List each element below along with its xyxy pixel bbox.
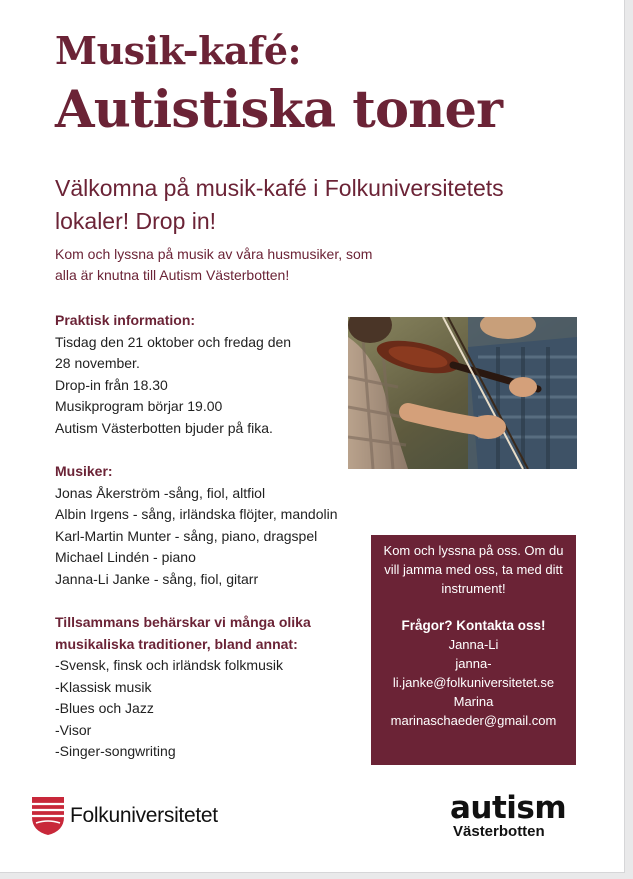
tradition-line: -Blues och Jazz	[55, 700, 154, 716]
welcome-text: Välkomna på musik-kafé i Folkuniversitetets lokaler! Drop in!	[55, 175, 504, 234]
autism-logo-region: Västerbotten	[453, 823, 545, 840]
intro-text: Kom och lyssna på musik av våra husmusiker, som alla är knutna till Autism Västerbotten!	[55, 246, 373, 283]
contact-callout-box	[371, 535, 576, 765]
practical-info-line: Drop-in från 18.30	[55, 376, 168, 393]
title-line-2: Autistiska toner	[55, 80, 503, 140]
traditions-heading: Tillsammans behärskar vi många olika musikaliska traditioner, bland annat:	[55, 614, 311, 652]
practical-info-line: Tisdag den 21 oktober och fredag den	[55, 333, 292, 350]
tradition-line: -Svensk, finsk och irländsk folkmusik	[55, 657, 283, 673]
callout-text: Kom och lyssna på oss. Om du vill jamma med oss, ta med ditt instrument!	[383, 543, 564, 596]
folkuniversitetet-logo	[32, 797, 218, 835]
autism-vasterbotten-logo	[450, 790, 590, 841]
tradition-line: -Visor	[55, 721, 92, 738]
musician-line: Michael Lindén - piano	[55, 549, 196, 565]
practical-info-line: Musikprogram börjar 19.00	[55, 398, 223, 414]
practical-info-line: 28 november.	[55, 355, 140, 371]
musician-line: Janna-Li Janke - sång, fiol, gitarr	[55, 570, 259, 587]
contact1-name: Janna-Li	[448, 637, 499, 652]
contact2-name: Marina	[453, 694, 494, 709]
practical-info-heading: Praktisk information:	[55, 312, 196, 328]
musicians-section	[55, 461, 355, 590]
contact1-email[interactable]: janna-li.janke@folkuniversitetet.se	[392, 656, 555, 690]
traditions-section	[55, 612, 345, 763]
violin-player-photo	[348, 317, 577, 469]
practical-info-line: Autism Västerbotten bjuder på fika.	[55, 419, 273, 436]
musician-line: Jonas Åkerström -sång, fiol, altfiol	[55, 484, 266, 501]
title-line-1: Musik-kafé:	[55, 28, 302, 73]
folkuniversitetet-logo-text: Folkuniversitetet	[70, 804, 218, 827]
musician-line: Albin Irgens - sång, irländska flöjter, mandolin	[55, 506, 338, 522]
musicians-heading: Musiker:	[55, 463, 113, 479]
violin-photo-illustration	[348, 317, 577, 469]
folkuniversitetet-shield-icon	[32, 797, 64, 835]
practical-info-section	[55, 310, 355, 439]
tradition-line: -Singer-songwriting	[55, 743, 176, 759]
autism-logo-word: autism	[450, 790, 567, 826]
musician-line: Karl-Martin Munter - sång, piano, dragspel	[55, 527, 318, 544]
contact2-email[interactable]: marinaschaeder@gmail.com	[390, 713, 557, 728]
contact-heading: Frågor? Kontakta oss!	[401, 618, 546, 633]
tradition-line: -Klassisk musik	[55, 678, 152, 695]
